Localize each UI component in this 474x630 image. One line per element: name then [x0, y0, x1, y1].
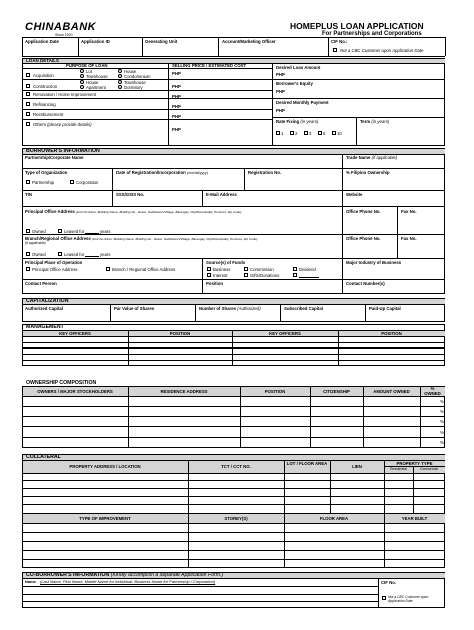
storeys-header: STOREY(S) — [224, 516, 248, 521]
form-title: HOMEPLUS LOAN APPLICATION — [290, 21, 424, 31]
reg-no-label: Registration No. — [248, 170, 282, 175]
house2-label: House — [86, 79, 99, 85]
industry-label: Major Industry of Business — [346, 260, 402, 265]
trade-note: (if applicable) — [371, 155, 398, 160]
lot-label: Lot — [86, 68, 92, 74]
owned-header: OWNED — [424, 391, 441, 396]
date-reg-label — [116, 170, 208, 176]
php-equity: PHP — [276, 89, 285, 94]
purpose-header: PURPOSE OF LOAN — [66, 63, 108, 68]
branch-if-applicable: (if applicable) — [25, 240, 46, 245]
subscribed-label: Subscribed Capital — [284, 306, 323, 311]
principal-owned-checkbox[interactable] — [26, 229, 30, 233]
owner-position-header: POSITION — [264, 389, 286, 394]
form-subtitle: For Partnerships and Corporations — [322, 31, 422, 37]
amount-header: AMOUNT OWNED — [373, 389, 410, 394]
coborrower-name-note: (Last Name, First Name, Middle Name for Individual; Business Name for Partnership / Corporation) — [40, 579, 216, 584]
others-note: (please provide details) — [47, 121, 92, 127]
acquisition-checkbox[interactable] — [26, 73, 30, 77]
townhouse2-radio[interactable] — [118, 80, 122, 84]
funds-other-checkbox[interactable] — [293, 273, 297, 277]
officer-label: Account/Marketing Officer — [222, 39, 276, 44]
pct-row-5: % — [440, 440, 444, 445]
lien-header: LIEN — [352, 464, 362, 469]
rate-2-checkbox[interactable] — [290, 131, 294, 135]
funds-dividend-checkbox[interactable] — [293, 267, 297, 271]
cif-label: CIF No.: — [331, 39, 348, 44]
coborrower-cif-label: CIF No. — [381, 580, 397, 585]
loan-details-title: LOAN DETAILS — [26, 58, 59, 63]
branch-leased-checkbox[interactable] — [58, 252, 62, 256]
principal-leased-checkbox[interactable] — [58, 229, 62, 233]
php-reimbursement: PHP — [172, 114, 181, 119]
sss-label: SSS/GSIS No. — [116, 192, 145, 197]
residence-header: RESIDENCE ADDRESS — [160, 389, 208, 394]
shares-text: Number of Shares — [199, 306, 237, 311]
php-payment: PHP — [276, 108, 285, 113]
par-value-label: Par Value of Shares — [114, 306, 155, 311]
contact-number-label: Contact Number(s) — [346, 281, 385, 286]
position-2: POSITION — [381, 330, 402, 336]
desired-payment-label: Desired Monthly Payment — [276, 100, 329, 105]
php-acquisition: PHP — [172, 71, 181, 76]
construction-label: Construction — [33, 83, 58, 89]
commercial-header: Commercial — [419, 467, 439, 471]
branch-leased-label: Leased for — [64, 251, 85, 257]
citizenship-header: CITIZENSHIP — [323, 389, 350, 394]
filipino-label: % Filipino Ownership — [346, 170, 390, 175]
coborrower-not-cbc-label: Not a CBC Customer upon Application Date — [388, 595, 429, 603]
bank-logo — [25, 22, 96, 37]
branch-owned-label: Owned — [32, 251, 46, 257]
rate-unit: (in years) — [300, 119, 319, 124]
paid-up-label: Paid-Up Capital — [369, 306, 401, 311]
fax-label: Fax No. — [401, 209, 417, 214]
op-branch-checkbox[interactable] — [106, 267, 110, 271]
trade-name-label — [346, 155, 397, 160]
funds-commission-checkbox[interactable] — [244, 267, 248, 271]
coborrower-not-cbc-checkbox[interactable] — [382, 596, 386, 600]
not-cbc-checkbox[interactable] — [333, 48, 337, 52]
application-date-label: Application Date — [25, 39, 59, 44]
funds-gifts-checkbox[interactable] — [244, 273, 248, 277]
bank-logo-name: CHINABANK — [25, 21, 97, 33]
townhouse-label: Townhouse — [86, 73, 108, 79]
rate-1-label: 1 — [281, 130, 284, 136]
trade-text: Trade Name — [346, 155, 371, 160]
construction-checkbox[interactable] — [26, 84, 30, 88]
org-type-label: Type of Organization — [25, 170, 68, 175]
others-label — [33, 122, 92, 127]
principal-owned-label: Owned — [32, 228, 46, 234]
refinancing-label: Refinancing — [33, 101, 56, 107]
date-reg-text: Date of Registration/Incorporation — [116, 170, 186, 175]
branch-address-label — [25, 236, 257, 242]
corporate-name-label: Partnership/Corporate Name — [25, 155, 84, 160]
rate-3-label: 3 — [309, 130, 312, 136]
tct-header: TCT / CCT NO. — [221, 464, 251, 469]
authorized-capital-label: Authorized Capital — [25, 306, 63, 311]
principal-note: (Unit No./Floor, Building Name, Building No., Street, Subdivision/Village, Barangay, City/Municipality, Province, Zip Code) — [75, 210, 242, 214]
contact-position-label: Position — [206, 281, 223, 286]
pct-row-1: % — [440, 399, 444, 404]
rate-3-checkbox[interactable] — [304, 131, 308, 135]
rate-1-checkbox[interactable] — [276, 131, 280, 135]
others-text: Others — [33, 121, 46, 127]
principal-leased-label: Leased for — [64, 228, 85, 234]
condominium-radio[interactable] — [118, 74, 122, 78]
rate-fixing-text: Rate Fixing — [276, 119, 300, 124]
funds-interest-checkbox[interactable] — [207, 273, 211, 277]
apartment-label: Apartment — [86, 84, 106, 90]
rate-2-label: 2 — [295, 130, 298, 136]
rate-10-checkbox[interactable] — [332, 131, 336, 135]
php-desired: PHP — [276, 72, 285, 77]
renovation-checkbox[interactable] — [26, 92, 30, 96]
bank-logo-tagline: Since 1920 — [55, 33, 73, 37]
term-text: Term — [360, 119, 371, 124]
pct-header: % — [430, 386, 435, 391]
rate-fixing-label — [276, 119, 318, 124]
selling-header: SELLING PRICE / ESTIMATED COST — [172, 63, 247, 68]
office-phone-label: Office Phone No. — [346, 209, 381, 214]
op-principal-checkbox[interactable] — [26, 267, 30, 271]
lot-radio[interactable] — [80, 69, 84, 73]
dormitory-label: Dormitory — [124, 84, 143, 90]
house-label: House — [124, 68, 137, 74]
application-id-label: Application ID — [81, 39, 110, 44]
partnership-label: Partnership — [32, 179, 54, 185]
ptype-header: PROPERTY TYPE — [396, 461, 433, 466]
property-header: PROPERTY ADDRESS / LOCATION — [69, 464, 141, 469]
year-built-header: YEAR BUILT — [401, 516, 428, 521]
key-officers-2: KEY OFFICERS — [269, 330, 301, 336]
rate-5-checkbox[interactable] — [318, 131, 322, 135]
coborrower-note: (Kindly accomplish a separate Application Form.) — [110, 572, 224, 578]
funds-label: Source(s) of Funds — [206, 260, 246, 265]
branch-text: Branch/Regional Office Address — [25, 236, 91, 241]
partnership-checkbox[interactable] — [26, 180, 30, 184]
renovation-label: Renovation / Home Improvement — [33, 91, 97, 97]
capitalization-title: CAPITALIZATION — [26, 298, 69, 304]
branch-note: (Unit No./Floor, Building Name, Building No., Street, Subdivision/Village, Barangay, City/Municipality, Province, Zip Code) — [91, 237, 258, 241]
position-1: POSITION — [169, 330, 191, 336]
management-title: MANAGEMENT — [26, 324, 64, 330]
desired-amount-label: Desired Loan Amount — [276, 65, 321, 70]
townhouse2-label: Townhouse — [124, 79, 146, 85]
house2-radio[interactable] — [80, 80, 84, 84]
branch-phone-label: Office Phone No. — [346, 236, 381, 241]
rate-5-label: 5 — [323, 130, 326, 136]
contact-person-label: Contact Person — [25, 281, 57, 286]
branch-fax-label: Fax No. — [401, 236, 417, 241]
acquisition-label: Acquisition — [33, 72, 54, 78]
not-cbc-label: Not a CBC Customer upon Application Date — [340, 48, 424, 53]
condominium-label: Condominium — [124, 73, 151, 79]
corporation-checkbox[interactable] — [70, 180, 74, 184]
website-label: Website — [346, 192, 363, 197]
php-construction: PHP — [172, 84, 181, 89]
tin-label: TIN — [25, 192, 32, 197]
term-label — [360, 119, 389, 124]
pct-row-3: % — [440, 419, 444, 424]
others-checkbox[interactable] — [26, 122, 30, 126]
shares-note: (Authorized) — [237, 306, 261, 311]
principal-years-label: years — [100, 228, 111, 234]
date-fmt: (mm/dd/yyyy) — [186, 171, 208, 175]
reimbursement-checkbox[interactable] — [26, 112, 30, 116]
term-unit: (in years) — [371, 119, 390, 124]
key-officers-1: KEY OFFICERS — [59, 330, 91, 336]
area-header: LOT / FLOOR AREA — [286, 461, 328, 466]
funds-business-label: Business — [213, 266, 231, 272]
townhouse-radio[interactable] — [80, 74, 84, 78]
dormitory-radio[interactable] — [118, 85, 122, 89]
pct-row-2: % — [440, 409, 444, 414]
reimbursement-label: Reimbursement — [33, 111, 64, 117]
refinancing-checkbox[interactable] — [26, 102, 30, 106]
php-others: PHP — [172, 127, 181, 132]
borrower-title: BORROWER'S INFORMATION — [26, 148, 100, 154]
improvement-header: TYPE OF IMPROVEMENT — [79, 516, 131, 521]
php-renovation: PHP — [172, 94, 181, 99]
corporation-label: Corporation — [76, 179, 99, 185]
op-branch-label: Branch / Regional Office Address — [112, 266, 176, 272]
residential-header: Residential — [390, 467, 407, 471]
coborrower-name-label: Name — [25, 579, 36, 584]
php-refinancing: PHP — [172, 104, 181, 109]
shares-label — [199, 306, 261, 311]
funds-commission-label: Commission — [250, 266, 274, 272]
borrower-equity-label: Borrower's Equity — [276, 81, 313, 86]
generating-unit-label: Generating Unit — [145, 39, 178, 44]
apartment-radio[interactable] — [80, 85, 84, 89]
branch-years-label: years — [100, 251, 111, 257]
owners-header: OWNERS / MAJOR STOCKHOLDERS — [37, 389, 113, 394]
floor-area-header: FLOOR AREA — [319, 516, 349, 521]
principal-text: Principal Office Address — [25, 209, 75, 214]
coborrower-title-text: CO-BORROWER'S INFORMATION — [26, 572, 110, 578]
op-principal-label: Principal Office Address — [32, 266, 78, 272]
pct-row-4: % — [440, 430, 444, 435]
branch-owned-checkbox[interactable] — [26, 252, 30, 256]
principal-address-label — [25, 209, 241, 215]
principal-op-label: Principal Place of Operation — [25, 260, 83, 265]
funds-business-checkbox[interactable] — [207, 267, 211, 271]
email-label: E-Mail Address — [206, 192, 237, 197]
funds-gifts-label: Gifts/Donations — [250, 272, 280, 278]
ownership-title: OWNERSHIP COMPOSITION — [26, 380, 97, 386]
rate-10-label: 10 — [337, 130, 342, 136]
collateral-title: COLLATERAL — [26, 454, 61, 460]
funds-interest-label: Interest — [213, 272, 228, 278]
house-radio[interactable] — [118, 69, 122, 73]
funds-dividend-label: Dividend — [299, 266, 316, 272]
